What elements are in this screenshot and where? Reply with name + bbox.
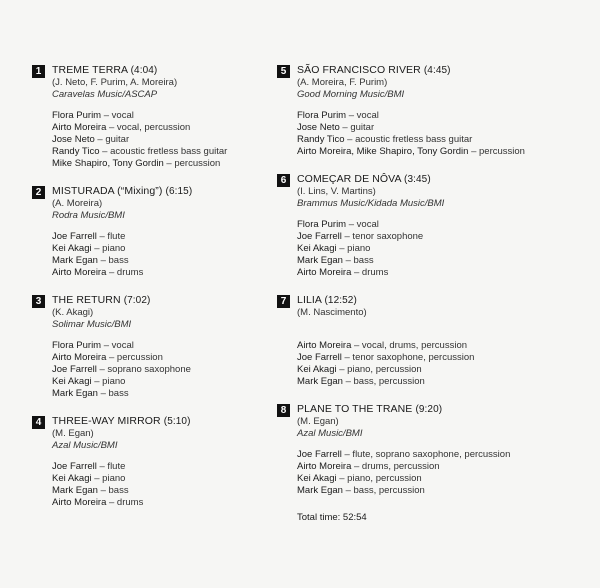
musician-line	[297, 376, 547, 388]
musician-name: Airto Moreira	[52, 122, 107, 133]
track-title	[297, 403, 547, 416]
track-duration: (7:02)	[123, 295, 151, 306]
musician-role: – bass	[97, 255, 129, 266]
musician-line	[52, 388, 302, 400]
composer-credit: (J. Neto, F. Purim, A. Moreira)	[52, 77, 178, 88]
composer-credit: (K. Akagi)	[52, 307, 94, 318]
musician-line	[52, 243, 302, 255]
musician-name: Airto Moreira	[52, 267, 107, 278]
track-number-box: 7	[277, 295, 290, 308]
musician-line	[297, 255, 547, 267]
musician-name: Mark Egan	[297, 376, 343, 387]
musician-name: Kei Akagi	[297, 243, 337, 254]
musician-line	[297, 134, 547, 146]
musician-line	[52, 376, 302, 388]
musician-role: – vocal	[101, 340, 134, 351]
musician-line	[52, 255, 302, 267]
musician-name: Kei Akagi	[297, 364, 337, 375]
musician-role: – acoustic fretless bass guitar	[344, 134, 473, 145]
musician-line	[52, 231, 302, 243]
musician-role: – drums	[106, 267, 144, 278]
publisher: Caravelas Music/ASCAP	[52, 88, 158, 100]
track-listing	[32, 64, 302, 170]
publisher: Rodra Music/BMI	[52, 209, 125, 221]
composer-credit: (A. Moreira)	[52, 198, 103, 209]
publisher	[297, 319, 547, 331]
musician-name: Airto Moreira	[52, 497, 107, 508]
musician-name: Kei Akagi	[52, 243, 92, 254]
track-title	[52, 294, 302, 307]
musician-name: Randy Tico	[297, 134, 345, 145]
musician-role: – percussion	[106, 352, 163, 363]
track-title-text: MISTURADA (“Mixing”)	[52, 185, 163, 197]
track-title	[297, 64, 547, 77]
track-listing	[32, 294, 302, 400]
musician-name: Airto Moreira, Mike Shapiro, Tony Gordin	[297, 146, 469, 157]
musician-role: – drums	[351, 267, 389, 278]
musician-role: – guitar	[94, 134, 130, 145]
musician-name: Flora Purim	[297, 110, 347, 121]
musician-name: Joe Farrell	[52, 231, 97, 242]
musician-line	[297, 267, 547, 279]
publisher: Good Morning Music/BMI	[297, 88, 405, 100]
musician-line	[297, 352, 547, 364]
total-time: Total time: 52:54	[297, 512, 367, 523]
musician-line	[297, 449, 547, 461]
musician-role: – flute	[96, 461, 126, 472]
musician-name: Airto Moreira	[297, 267, 352, 278]
musician-name: Mike Shapiro, Tony Gordin	[52, 158, 164, 169]
musician-role: – piano	[91, 376, 126, 387]
musician-name: Mark Egan	[52, 485, 98, 496]
musician-role: – vocal, drums, percussion	[351, 340, 468, 351]
track-listing	[277, 294, 547, 388]
track-title-text: TREME TERRA	[52, 64, 128, 76]
track-title-text: SÃO FRANCISCO RIVER	[297, 64, 421, 76]
musician-line	[52, 110, 302, 122]
musician-name: Flora Purim	[52, 110, 102, 121]
musician-name: Airto Moreira	[297, 340, 352, 351]
musician-role: – flute	[96, 231, 126, 242]
musician-name: Airto Moreira	[297, 461, 352, 472]
musician-role: – percussion	[468, 146, 525, 157]
musician-role: – vocal, percussion	[106, 122, 191, 133]
musician-line	[52, 146, 302, 158]
musician-name: Kei Akagi	[52, 473, 92, 484]
musician-role: – flute, soprano saxophone, percussion	[341, 449, 511, 460]
track-title-text: THREE-WAY MIRROR	[52, 415, 161, 427]
musician-role: – bass	[97, 485, 129, 496]
composer-credit: (M. Nascimento)	[297, 307, 367, 318]
musician-line	[52, 267, 302, 279]
musician-line	[297, 122, 547, 134]
musician-name: Joe Farrell	[52, 461, 97, 472]
musician-role: – drums	[106, 497, 144, 508]
publisher: Solimar Music/BMI	[52, 318, 132, 330]
track-listing	[277, 64, 547, 158]
musician-role: – vocal	[346, 219, 379, 230]
track-title	[297, 294, 547, 307]
musician-line	[297, 219, 547, 231]
track-title	[52, 415, 302, 428]
musician-name: Jose Neto	[52, 134, 95, 145]
track-number-box: 6	[277, 174, 290, 187]
musician-line	[297, 243, 547, 255]
track-number-box: 2	[32, 186, 45, 199]
musician-role: – piano	[91, 243, 126, 254]
musician-role: – bass	[97, 388, 129, 399]
track-title	[52, 64, 302, 77]
musician-name: Kei Akagi	[297, 473, 337, 484]
track-title-text: COMEÇAR DE NÔVA	[297, 173, 401, 185]
musician-line	[52, 497, 302, 509]
musician-name: Flora Purim	[297, 219, 347, 230]
track-title-text: PLANE TO THE TRANE	[297, 403, 413, 415]
musician-line	[297, 146, 547, 158]
musician-role: – percussion	[163, 158, 221, 169]
musician-line	[52, 364, 302, 376]
musician-role: – tenor saxophone	[341, 231, 424, 242]
musician-name: Kei Akagi	[52, 376, 92, 387]
musician-name: Mark Egan	[297, 485, 343, 496]
musician-name: Joe Farrell	[297, 449, 342, 460]
track-duration: (6:15)	[165, 186, 193, 197]
right-column	[277, 64, 547, 524]
musician-role: – piano	[336, 243, 371, 254]
musician-role: – vocal	[346, 110, 379, 121]
musician-role: – guitar	[339, 122, 375, 133]
track-number-box: 8	[277, 404, 290, 417]
musician-line	[52, 352, 302, 364]
musician-line	[297, 485, 547, 497]
musician-role: – acoustic fretless bass guitar	[99, 146, 228, 157]
musician-name: Joe Farrell	[297, 352, 342, 363]
musician-role: – piano, percussion	[336, 473, 422, 484]
track-title-text: LILIA	[297, 294, 322, 306]
musician-name: Flora Purim	[52, 340, 102, 351]
musician-line	[297, 473, 547, 485]
track-number-box: 1	[32, 65, 45, 78]
track-number-box: 4	[32, 416, 45, 429]
track-duration: (9:20)	[415, 404, 443, 415]
musician-name: Randy Tico	[52, 146, 100, 157]
musician-role: – bass, percussion	[342, 376, 425, 387]
musician-line	[52, 158, 302, 170]
left-column	[32, 64, 302, 524]
track-number-box: 5	[277, 65, 290, 78]
musician-role: – vocal	[101, 110, 134, 121]
track-duration: (5:10)	[163, 416, 191, 427]
musician-line	[297, 364, 547, 376]
track-listing	[277, 173, 547, 279]
musician-line	[297, 110, 547, 122]
track-duration: (4:45)	[423, 65, 451, 76]
musician-line	[297, 461, 547, 473]
track-title	[52, 185, 302, 198]
musician-line	[52, 340, 302, 352]
musician-name: Mark Egan	[52, 255, 98, 266]
musician-name: Joe Farrell	[52, 364, 97, 375]
composer-credit: (A. Moreira, F. Purim)	[297, 77, 388, 88]
track-listing	[32, 415, 302, 509]
track-duration: (4:04)	[130, 65, 158, 76]
track-duration: (3:45)	[404, 174, 431, 185]
composer-credit: (M. Egan)	[52, 428, 94, 439]
musician-name: Mark Egan	[297, 255, 343, 266]
musician-line	[52, 122, 302, 134]
musician-line	[52, 461, 302, 473]
publisher: Azal Music/BMI	[297, 427, 363, 439]
musician-line	[52, 473, 302, 485]
musician-role: – soprano saxophone	[96, 364, 191, 375]
composer-credit: (M. Egan)	[297, 416, 339, 427]
track-title	[297, 173, 547, 186]
track-listing	[32, 185, 302, 279]
publisher: Azal Music/BMI	[52, 439, 118, 451]
musician-name: Airto Moreira	[52, 352, 107, 363]
track-title-text: THE RETURN	[52, 294, 121, 306]
musician-role: – piano	[91, 473, 126, 484]
track-number-box: 3	[32, 295, 45, 308]
musician-name: Jose Neto	[297, 122, 340, 133]
track-duration: (12:52)	[324, 295, 357, 306]
musician-name: Mark Egan	[52, 388, 98, 399]
musician-role: – bass	[342, 255, 374, 266]
musician-role: – piano, percussion	[336, 364, 422, 375]
musician-line	[297, 340, 547, 352]
musician-role: – drums, percussion	[351, 461, 440, 472]
musician-role: – tenor saxophone, percussion	[341, 352, 475, 363]
musician-line	[297, 231, 547, 243]
musician-name: Joe Farrell	[297, 231, 342, 242]
musician-line	[52, 485, 302, 497]
track-listing	[277, 403, 547, 497]
composer-credit: (I. Lins, V. Martins)	[297, 186, 376, 197]
publisher: Brammus Music/Kidada Music/BMI	[297, 197, 445, 209]
musician-line	[52, 134, 302, 146]
musician-role: – bass, percussion	[342, 485, 425, 496]
